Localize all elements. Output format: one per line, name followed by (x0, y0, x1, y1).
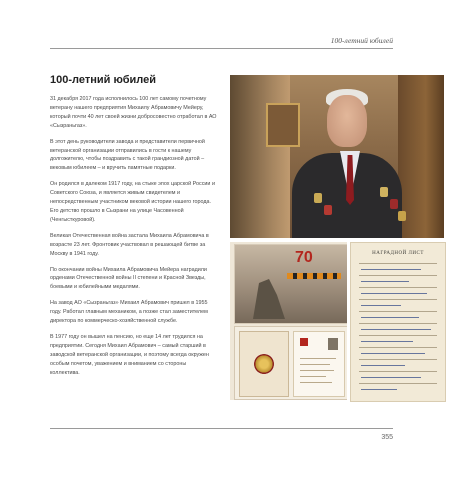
paragraph-6: На завод АО «Сызраньгаз» Михаил Абрамович пришел в 1955 году. Работал главным механиком, а позже стал заместителем директора по коммерческо-хозяйственной службе. (50, 300, 208, 325)
medal-icon (380, 187, 388, 197)
photo-face (327, 95, 367, 147)
st-george-ribbon-icon (287, 273, 341, 279)
paragraph-5: По окончании войны Михаила Абрамовича Мейера наградили орденами Отечественной войны II степени и Красной Звезды, боевыми и юбилейными медалями. (50, 266, 207, 291)
certificate-page (293, 331, 345, 397)
header-divider (50, 48, 393, 49)
article-body (50, 95, 217, 384)
paragraph-7: В 1977 году он вышел на пенсию, но еще 14 лет трудился на предприятии. Сегодня Михаил Абрамович – самый старший в заводской ветеранской организации, и поэтому всегда окружен особым почетом, уважением и вниманием со стороны коллектива. (50, 333, 209, 376)
victory-anniversary-poster (234, 244, 347, 324)
handwriting-line (361, 269, 421, 270)
medal-icon (390, 199, 398, 209)
paragraph-2: В этот день руководители завода и представители первичной ветеранской организации отправились в гости к нашему долгожителю, чтобы поздравить с такой грандиозной датой – вековым юбилеем – и вручить памятные подарки. (50, 138, 205, 172)
text-line (300, 376, 326, 377)
handwriting-line (361, 353, 425, 354)
form-line (359, 323, 437, 324)
article-title: 100-летний юбилей (50, 74, 156, 86)
text-line (300, 364, 330, 365)
paragraph-1: 31 декабря 2017 года исполнилось 100 лет самому почетному ветерану нашего предприятия Михаилу Абрамовичу Мейеру, который почти 40 лет своей жизни добросовестно отработал в АО «Сызраньгаз». (50, 96, 217, 129)
medal-icon (314, 193, 322, 203)
paragraph-4: Великая Отечественная война застала Михаила Абрамовича в возрасте 23 лет. Фронтовик участвовал в решающей битве за Москву в 1941 году. (50, 232, 209, 257)
order-star-icon (254, 354, 274, 374)
poster-number: 70 (295, 249, 313, 266)
text-line (300, 370, 334, 371)
handwriting-line (361, 377, 421, 378)
text-line (300, 382, 332, 383)
form-line (359, 347, 437, 348)
page-number: 355 (381, 434, 393, 441)
soldier-silhouette-icon (245, 279, 285, 319)
medal-icon (398, 211, 406, 221)
award-certificate-spread (234, 326, 347, 400)
form-line (359, 299, 437, 300)
handwriting-line (361, 341, 413, 342)
form-line (359, 275, 437, 276)
text-line (300, 358, 336, 359)
form-line (359, 263, 437, 264)
photo-picture-frame (266, 103, 300, 147)
emblem-icon (300, 338, 308, 346)
archive-collage (230, 242, 347, 400)
document-heading: НАГРАДНОЙ ЛИСТ (372, 251, 424, 256)
handwriting-line (361, 329, 431, 330)
portrait-thumbnail (328, 338, 338, 350)
form-line (359, 311, 437, 312)
certificate-cover (239, 331, 289, 397)
medal-icon (324, 205, 332, 215)
paragraph-3: Он родился в далеком 1917 году, на стыке эпох царской России и Советского Союза, и является живым свидетелем и непосредственным участником вековой истории нашего города. Его детство прошло в Сызрани на улице Часовенной (Ченгысткуровой). (50, 181, 215, 223)
handwriting-line (361, 389, 397, 390)
running-header: 100-летний юбилей (330, 36, 393, 45)
photo-background-wall (230, 75, 290, 238)
handwriting-line (361, 293, 427, 294)
form-line (359, 359, 437, 360)
form-line (359, 335, 437, 336)
handwriting-line (361, 317, 419, 318)
footer-divider (50, 428, 393, 429)
form-line (359, 287, 437, 288)
award-document-photo (350, 242, 446, 402)
handwriting-line (361, 365, 405, 366)
form-line (359, 371, 437, 372)
handwriting-line (361, 305, 401, 306)
handwriting-line (361, 281, 409, 282)
veteran-portrait-photo (230, 75, 444, 238)
form-line (359, 383, 437, 384)
